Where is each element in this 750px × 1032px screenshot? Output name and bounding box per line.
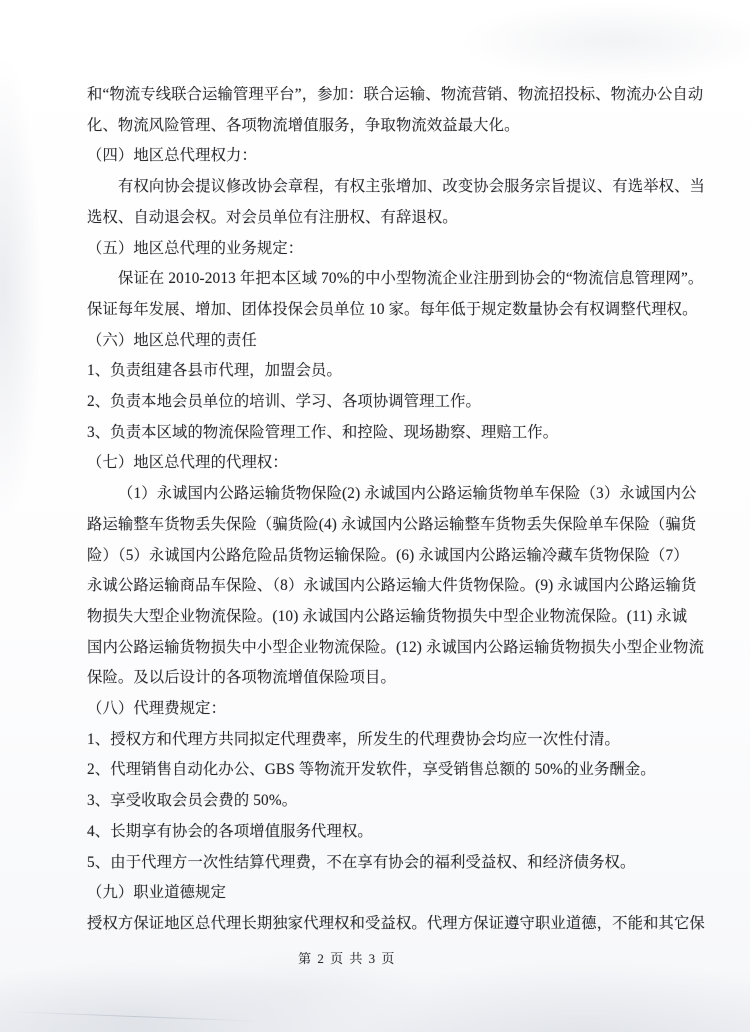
document-line: 授权方保证地区总代理长期独家代理权和受益权。代理方保证遵守职业道德，不能和其它保 bbox=[87, 914, 705, 932]
list-item: 3、享受收取会员会费的 50%。 bbox=[87, 792, 298, 810]
document-line: 国内公路运输货物损失中小型企业物流保险。(12) 永诚国内公路运输货物损失小型企业物流 bbox=[87, 638, 705, 656]
document-line: 路运输整车货物丢失保险（骗货险(4) 永诚国内公路运输整车货物丢失保险单车保险（骗货 bbox=[87, 515, 697, 533]
list-item: 1、授权方和代理方共同拟定代理费率，所发生的代理费协会均应一次性付清。 bbox=[87, 730, 620, 748]
document-line: 保险。及以后设计的各项物流增值保险项目。 bbox=[87, 669, 396, 687]
list-item: 2、代理销售自动化办公、GBS 等物流开发软件，享受销售总额的 50%的业务酬金。 bbox=[87, 761, 656, 779]
document-line: 物损失大型企业物流保险。(10) 永诚国内公路运输货物损失中型企业物流保险。(11) 永诚 bbox=[87, 607, 688, 625]
section-heading: （六）地区总代理的责任 bbox=[87, 331, 257, 349]
document-body bbox=[87, 80, 719, 940]
page-number-footer: 第 2 页 共 3 页 bbox=[298, 951, 396, 966]
document-line: 险）（5）永诚国内公路危险品货物运输保险。(6) 永诚国内公路运输冷藏车货物保险（7） bbox=[87, 546, 689, 564]
list-item: 2、负责本地会员单位的培训、学习、各项协调管理工作。 bbox=[87, 393, 481, 411]
document-line: 保证在 2010-2013 年把本区域 70%的中小型物流企业注册到协会的“物流信息管理网”。 bbox=[118, 270, 704, 288]
section-heading: （九）职业道德规定 bbox=[87, 884, 227, 902]
document-line: 和“物流专线联合运输管理平台”，参加：联合运输、物流营销、物流招投标、物流办公自动 bbox=[87, 86, 704, 103]
list-item: 4、长期享有协会的各项增值服务代理权。 bbox=[87, 822, 373, 840]
list-item: 3、负责本区域的物流保险管理工作、和控险、现场勘察、理赔工作。 bbox=[87, 423, 559, 441]
document-line: 选权、自动退会权。对会员单位有注册权、有辞退权。 bbox=[87, 208, 458, 226]
document-line: 永诚公路运输商品车保险、（8）永诚国内公路运输大件货物保险。(9) 永诚国内公路运输货 bbox=[87, 577, 697, 595]
document-line: 保证每年发展、增加、团体投保会员单位 10 家。每年低于规定数量协会有权调整代理权。 bbox=[87, 300, 698, 318]
scan-crease-artifact bbox=[10, 1011, 260, 1022]
document-line: 有权向协会提议修改协会章程，有权主张增加、改变协会服务宗旨提议、有选举权、当 bbox=[118, 178, 705, 196]
section-heading: （八）代理费规定： bbox=[87, 700, 227, 718]
document-line: （1）永诚国内公路运输货物保险(2) 永诚国内公路运输货物单车保险（3）永诚国内公 bbox=[118, 485, 697, 503]
section-heading: （七）地区总代理的代理权： bbox=[87, 454, 288, 472]
list-item: 1、负责组建各县市代理，加盟会员。 bbox=[87, 362, 342, 380]
section-heading: （四）地区总代理权力： bbox=[87, 147, 257, 165]
document-line: 化、物流风险管理、各项物流增值服务，争取物流效益最大化。 bbox=[87, 116, 520, 134]
list-item: 5、由于代理方一次性结算代理费，不在享有协会的福利受益权、和经济债务权。 bbox=[87, 853, 636, 871]
section-heading: （五）地区总代理的业务规定： bbox=[87, 239, 304, 257]
